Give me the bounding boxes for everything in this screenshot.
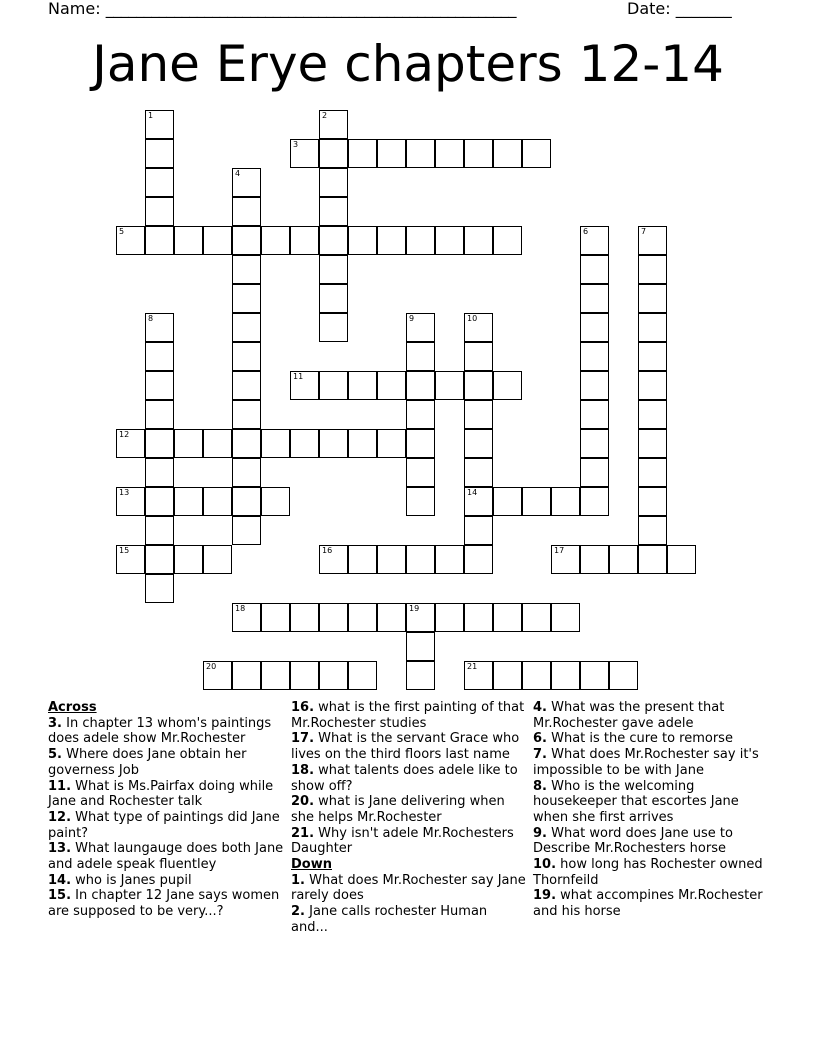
crossword-cell[interactable]: [638, 371, 667, 400]
crossword-cell[interactable]: [232, 400, 261, 429]
crossword-cell[interactable]: [464, 313, 493, 342]
crossword-cell[interactable]: [174, 429, 203, 458]
crossword-cell[interactable]: [232, 458, 261, 487]
clue-number: 15.: [48, 888, 72, 904]
crossword-cell[interactable]: [435, 371, 464, 400]
crossword-cell[interactable]: [145, 342, 174, 371]
cell-number: 10: [467, 314, 478, 323]
crossword-cell[interactable]: [232, 487, 261, 516]
clue-text: who is Janes pupil: [75, 872, 192, 888]
crossword-cell[interactable]: [319, 139, 348, 168]
crossword-cell[interactable]: [145, 574, 174, 603]
crossword-cell[interactable]: [145, 516, 174, 545]
crossword-cell[interactable]: [580, 661, 609, 690]
crossword-cell[interactable]: [464, 458, 493, 487]
crossword-cell[interactable]: [377, 545, 406, 574]
clue-number: 12.: [48, 809, 72, 825]
cell-number: 15: [119, 546, 130, 555]
clue-number: 20.: [291, 794, 315, 810]
clue-text: What was the present that Mr.Rochester gave adele: [533, 700, 725, 731]
crossword-cell[interactable]: [551, 545, 580, 574]
cell-number: 14: [467, 488, 478, 497]
crossword-cell[interactable]: [290, 371, 319, 400]
clue-across-11: [48, 779, 284, 810]
crossword-cell[interactable]: [319, 545, 348, 574]
crossword-cell[interactable]: [145, 400, 174, 429]
crossword-cell[interactable]: [406, 487, 435, 516]
cell-number: 12: [119, 430, 130, 439]
crossword-cell[interactable]: [406, 139, 435, 168]
crossword-cell[interactable]: [638, 400, 667, 429]
crossword-cell[interactable]: [377, 429, 406, 458]
date-line: _______: [675, 0, 732, 18]
clue-number: 9.: [533, 825, 547, 841]
crossword-cell[interactable]: [145, 487, 174, 516]
clue-text: what is the first painting of that Mr.Rochester studies: [291, 700, 525, 731]
crossword-cell[interactable]: [232, 371, 261, 400]
clue-number: 11.: [48, 778, 72, 794]
crossword-cell[interactable]: [319, 661, 348, 690]
crossword-cell[interactable]: [464, 139, 493, 168]
cell-number: 16: [322, 546, 333, 555]
crossword-cell[interactable]: [348, 371, 377, 400]
clue-number: 18.: [291, 762, 315, 778]
clue-text: what is Jane delivering when she helps Mr.Rochester: [291, 794, 505, 825]
crossword-cell[interactable]: [232, 516, 261, 545]
cell-number: 9: [409, 314, 415, 323]
crossword-cell[interactable]: [145, 139, 174, 168]
clue-text: What does Mr.Rochester say Jane rarely does: [291, 872, 526, 904]
crossword-cell[interactable]: [348, 226, 377, 255]
clue-across-15: [48, 888, 284, 919]
crossword-cell[interactable]: [464, 661, 493, 690]
crossword-cell[interactable]: [232, 284, 261, 313]
clue-down-19: [533, 888, 769, 919]
crossword-cell[interactable]: [232, 661, 261, 690]
crossword-cell[interactable]: [435, 226, 464, 255]
crossword-cell[interactable]: [406, 545, 435, 574]
clue-number: 14.: [48, 872, 72, 888]
crossword-cell[interactable]: [203, 429, 232, 458]
clue-number: 4.: [533, 700, 547, 715]
crossword-cell[interactable]: [203, 487, 232, 516]
crossword-cell[interactable]: [174, 226, 203, 255]
crossword-cell[interactable]: [377, 371, 406, 400]
crossword-cell[interactable]: [290, 603, 319, 632]
clue-number: 10.: [533, 857, 557, 873]
clue-text: In chapter 13 whom's paintings does adele show Mr.Rochester: [48, 715, 272, 747]
crossword-cell[interactable]: [580, 487, 609, 516]
crossword-cell[interactable]: [638, 458, 667, 487]
crossword-cell[interactable]: [638, 487, 667, 516]
crossword-cell[interactable]: [580, 226, 609, 255]
crossword-cell[interactable]: [348, 545, 377, 574]
crossword-cell[interactable]: [406, 458, 435, 487]
crossword-cell[interactable]: [290, 661, 319, 690]
crossword-cell[interactable]: [464, 545, 493, 574]
crossword-cell[interactable]: [261, 603, 290, 632]
crossword-cell[interactable]: [145, 110, 174, 139]
clue-across-21: [291, 826, 527, 857]
name-field: [48, 0, 516, 18]
clue-down-9: [533, 826, 769, 857]
clue-number: 17.: [291, 731, 315, 747]
crossword-cell[interactable]: [522, 139, 551, 168]
crossword-cell[interactable]: [638, 284, 667, 313]
crossword-cell[interactable]: [464, 487, 493, 516]
crossword-cell[interactable]: [522, 487, 551, 516]
cell-number: 19: [409, 604, 420, 613]
cell-number: 1: [148, 111, 154, 120]
cell-number: 21: [467, 662, 478, 671]
crossword-cell[interactable]: [551, 487, 580, 516]
clue-across-20: [291, 794, 527, 825]
crossword-cell[interactable]: [319, 603, 348, 632]
crossword-cell[interactable]: [203, 545, 232, 574]
crossword-cell[interactable]: [435, 545, 464, 574]
crossword-cell[interactable]: [261, 429, 290, 458]
crossword-cell[interactable]: [522, 661, 551, 690]
clue-text: What does Mr.Rochester say it's impossible to be with Jane: [533, 747, 759, 778]
crossword-cell[interactable]: [116, 487, 145, 516]
clue-across-12: [48, 810, 284, 841]
clue-text: how long has Rochester owned Thornfeild: [533, 857, 763, 888]
name-line: ______________________________________________________: [105, 0, 517, 18]
crossword-cell[interactable]: [638, 342, 667, 371]
crossword-cell[interactable]: [406, 400, 435, 429]
clue-text: Jane calls rochester Human and...: [291, 904, 488, 935]
clue-down-7: [533, 747, 769, 778]
crossword-cell[interactable]: [232, 313, 261, 342]
clue-text: What laungauge does both Jane and adele speak fluentley: [48, 841, 284, 873]
crossword-cell[interactable]: [435, 603, 464, 632]
crossword-cell[interactable]: [638, 226, 667, 255]
clue-text: Who is the welcoming housekeeper that escortes Jane when she first arrives: [533, 778, 739, 825]
crossword-cell[interactable]: [290, 139, 319, 168]
clue-text: What is the servant Grace who lives on the third floors last name: [291, 731, 520, 763]
clue-text: Where does Jane obtain her governess Job: [48, 747, 247, 778]
crossword-cell[interactable]: [493, 603, 522, 632]
crossword-cell[interactable]: [145, 429, 174, 458]
crossword-cell[interactable]: [464, 371, 493, 400]
cell-number: 5: [119, 227, 125, 236]
crossword-cell[interactable]: [377, 603, 406, 632]
crossword-cell[interactable]: [580, 284, 609, 313]
crossword-cell[interactable]: [232, 226, 261, 255]
date-field: [627, 0, 732, 18]
cell-number: 7: [641, 227, 647, 236]
crossword-cell[interactable]: [551, 661, 580, 690]
crossword-cell[interactable]: [580, 400, 609, 429]
crossword-cell[interactable]: [116, 226, 145, 255]
cell-number: 13: [119, 488, 130, 497]
crossword-cell[interactable]: [493, 226, 522, 255]
crossword-cell[interactable]: [406, 342, 435, 371]
clue-number: 7.: [533, 747, 547, 763]
crossword-cell[interactable]: [203, 661, 232, 690]
crossword-cell[interactable]: [638, 429, 667, 458]
clue-number: 21.: [291, 825, 315, 841]
crossword-cell[interactable]: [319, 226, 348, 255]
crossword-cell[interactable]: [203, 226, 232, 255]
cell-number: 3: [293, 140, 299, 149]
crossword-cell[interactable]: [638, 313, 667, 342]
clue-text: What word does Jane use to Describe Mr.Rochesters horse: [533, 825, 733, 857]
crossword-cell[interactable]: [232, 429, 261, 458]
cell-number: 8: [148, 314, 154, 323]
clues-column-2: [291, 700, 527, 936]
crossword-cell[interactable]: [580, 371, 609, 400]
cell-number: 18: [235, 604, 246, 613]
crossword-cell[interactable]: [522, 603, 551, 632]
crossword-cell[interactable]: [464, 342, 493, 371]
crossword-cell[interactable]: [348, 139, 377, 168]
clue-text: In chapter 12 Jane says women are supposed to be very...?: [48, 888, 280, 920]
crossword-cell[interactable]: [319, 168, 348, 197]
crossword-cell[interactable]: [464, 226, 493, 255]
crossword-cell[interactable]: [493, 371, 522, 400]
clue-number: 8.: [533, 778, 547, 794]
cell-number: 17: [554, 546, 565, 555]
crossword-cell[interactable]: [580, 458, 609, 487]
clue-number: 3.: [48, 715, 62, 731]
crossword-cell[interactable]: [580, 545, 609, 574]
clue-across-17: [291, 731, 527, 762]
crossword-cell[interactable]: [667, 545, 696, 574]
crossword-cell[interactable]: [609, 545, 638, 574]
crossword-cell[interactable]: [290, 429, 319, 458]
across-heading: Across: [48, 700, 97, 715]
clue-down-6: [533, 731, 769, 747]
crossword-cell[interactable]: [174, 545, 203, 574]
crossword-cell[interactable]: [319, 371, 348, 400]
clue-across-13: [48, 841, 284, 872]
crossword-cell[interactable]: [319, 429, 348, 458]
crossword-cell[interactable]: [145, 371, 174, 400]
crossword-cell[interactable]: [464, 516, 493, 545]
clue-across-14: [48, 873, 284, 889]
crossword-cell[interactable]: [145, 313, 174, 342]
crossword-cell[interactable]: [377, 226, 406, 255]
crossword-cell[interactable]: [406, 313, 435, 342]
name-label: Name:: [48, 0, 101, 18]
clue-number: 1.: [291, 872, 305, 888]
clue-text: what talents does adele like to show off?: [291, 762, 518, 794]
clue-down-1: [291, 873, 527, 904]
crossword-cell[interactable]: [580, 313, 609, 342]
clue-text: What type of paintings did Jane paint?: [48, 809, 280, 841]
crossword-cell[interactable]: [493, 487, 522, 516]
down-heading: Down: [291, 857, 332, 873]
clue-across-18: [291, 763, 527, 794]
crossword-cell[interactable]: [580, 429, 609, 458]
crossword-cell[interactable]: [464, 603, 493, 632]
crossword-cell[interactable]: [406, 632, 435, 661]
crossword-cell[interactable]: [406, 429, 435, 458]
crossword-cell[interactable]: [580, 342, 609, 371]
clue-across-16: [291, 700, 527, 731]
crossword-cell[interactable]: [261, 226, 290, 255]
crossword-cell[interactable]: [464, 400, 493, 429]
clue-down-2: [291, 904, 527, 935]
crossword-cell[interactable]: [406, 371, 435, 400]
crossword-cell[interactable]: [580, 255, 609, 284]
crossword-cell[interactable]: [232, 168, 261, 197]
crossword-cell[interactable]: [464, 429, 493, 458]
crossword-cell[interactable]: [232, 342, 261, 371]
crossword-cell[interactable]: [174, 487, 203, 516]
clue-number: 5.: [48, 747, 62, 763]
clue-down-4: [533, 700, 769, 731]
crossword-cell[interactable]: [145, 458, 174, 487]
clue-across-3: [48, 716, 284, 747]
clue-text: Why isn't adele Mr.Rochesters Daughter: [291, 825, 514, 857]
clue-text: What is Ms.Pairfax doing while Jane and Rochester talk: [48, 778, 274, 810]
crossword-cell[interactable]: [638, 545, 667, 574]
crossword-cell[interactable]: [319, 197, 348, 226]
clues-column-3: [533, 700, 769, 920]
crossword-cell[interactable]: [145, 545, 174, 574]
crossword-cell[interactable]: [232, 255, 261, 284]
clues-column-1: [48, 700, 284, 920]
crossword-cell[interactable]: [435, 139, 464, 168]
clue-number: 6.: [533, 731, 547, 747]
crossword-cell[interactable]: [261, 487, 290, 516]
crossword-cell[interactable]: [406, 603, 435, 632]
crossword-cell[interactable]: [319, 284, 348, 313]
crossword-cell[interactable]: [348, 603, 377, 632]
clue-down-8: [533, 779, 769, 826]
crossword-cell[interactable]: [319, 110, 348, 139]
cell-number: 4: [235, 169, 241, 178]
clue-number: 2.: [291, 904, 305, 920]
clue-down-10: [533, 857, 769, 888]
crossword-cell[interactable]: [638, 516, 667, 545]
crossword-cell[interactable]: [609, 661, 638, 690]
crossword-cell[interactable]: [290, 226, 319, 255]
crossword-cell[interactable]: [232, 197, 261, 226]
crossword-cell[interactable]: [406, 661, 435, 690]
crossword-cell[interactable]: [261, 661, 290, 690]
crossword-cell[interactable]: [319, 313, 348, 342]
page-title: Jane Erye chapters 12-14: [92, 35, 724, 93]
cell-number: 2: [322, 111, 328, 120]
clue-number: 16.: [291, 700, 315, 715]
clue-text: What is the cure to remorse: [551, 731, 733, 747]
clue-across-5: [48, 747, 284, 778]
crossword-cell[interactable]: [551, 603, 580, 632]
crossword-cell[interactable]: [232, 603, 261, 632]
crossword-cell[interactable]: [348, 429, 377, 458]
crossword-cell[interactable]: [638, 255, 667, 284]
crossword-cell[interactable]: [493, 139, 522, 168]
crossword-cell[interactable]: [406, 226, 435, 255]
cell-number: 6: [583, 227, 589, 236]
clue-number: 19.: [533, 888, 557, 904]
crossword-cell[interactable]: [348, 661, 377, 690]
crossword-cell[interactable]: [116, 429, 145, 458]
crossword-cell[interactable]: [493, 661, 522, 690]
crossword-cell[interactable]: [377, 139, 406, 168]
clue-text: what accompines Mr.Rochester and his horse: [533, 888, 763, 920]
cell-number: 11: [293, 372, 304, 381]
clue-number: 13.: [48, 841, 72, 857]
crossword-cell[interactable]: [145, 168, 174, 197]
crossword-cell[interactable]: [145, 226, 174, 255]
date-label: Date:: [627, 0, 671, 18]
crossword-cell[interactable]: [319, 255, 348, 284]
crossword-cell[interactable]: [116, 545, 145, 574]
crossword-cell[interactable]: [145, 197, 174, 226]
cell-number: 20: [206, 662, 217, 671]
